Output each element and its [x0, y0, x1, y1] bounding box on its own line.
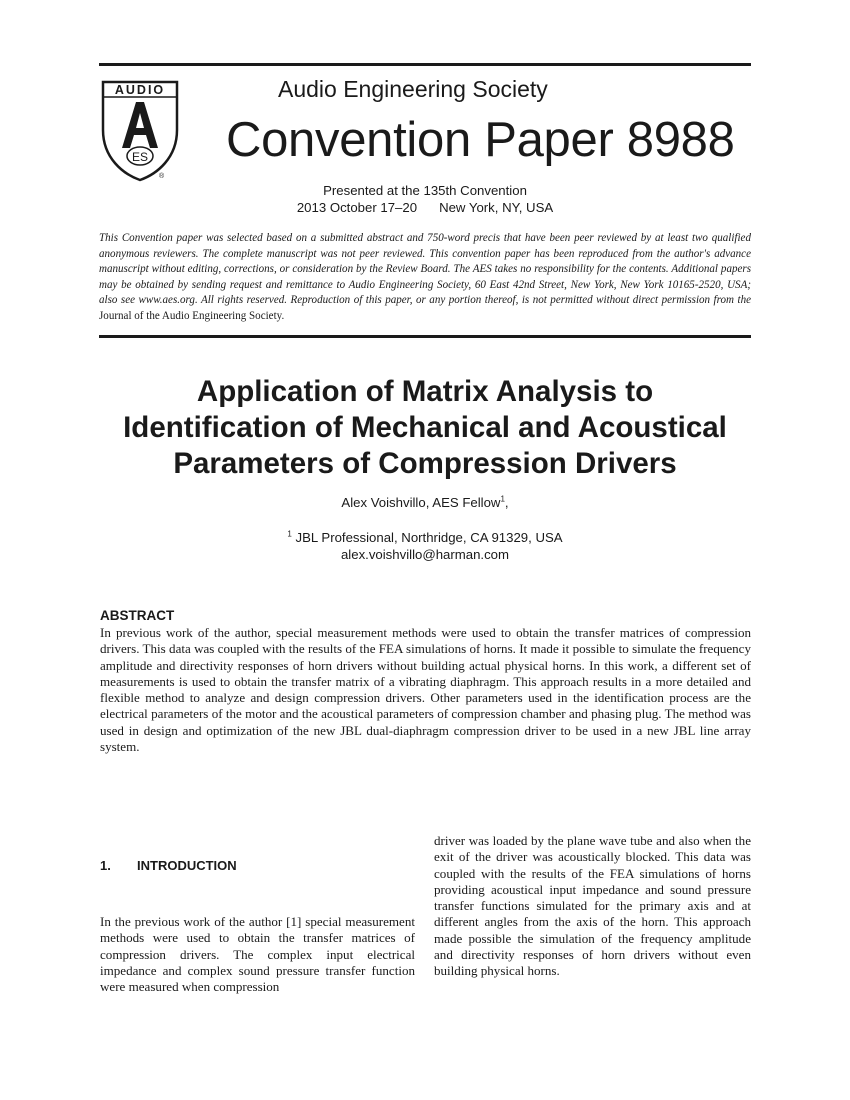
abstract-body: In previous work of the author, special measurement methods were used to obtain the transfer matrices of compression drivers. This data was coupled with the results of the FEA simulations of horns. It made it possible to simulate the frequency amplitude and directivity responses of horn drivers without building actual physical horns. In this work, a different set of measurements is used to obtain the transfer matrix of a vibrating diaphragm. This approach results in a more detailed and flexible method to analyze and design compression drivers. Other parameters used in the identification process are the electrical parameters of the motor and the acoustical parameters of compression chamber and phasing plug. The method was used in design and optimization of the new JBL dual-diaphragm compression driver to be used in a new JBL line array system. — [100, 625, 751, 755]
notice-journal-name: Journal of the Audio Engineering Society. — [99, 309, 285, 322]
section-number: 1. — [100, 858, 111, 873]
notice-text: This Convention paper was selected based on a submitted abstract and 750-word precis that have been peer reviewed by at least two qualified anonymous reviewers. The complete manuscript was not peer reviewed. This convention paper has been reproduced from the author's advance manuscript without editing, corrections, or consideration by the Review Board. The AES takes no responsibility for the contents. Additional papers may be obtained by sending request and remittance to Audio Engineering Society, 60 East 42nd Street, New York, New York 10165-2520, USA; also see www.aes.org. All rights reserved. Reproduction of this paper, or any portion thereof, is not permitted without direct permission from the — [99, 232, 751, 307]
aes-logo — [101, 80, 179, 182]
convention-date: 2013 October 17–20 — [296, 200, 418, 215]
header-bottom-rule — [99, 335, 751, 338]
logo-top-text: AUDIO — [114, 83, 166, 97]
convention-info — [0, 182, 850, 216]
paper-title-line: Parameters of Compression Drivers — [173, 447, 677, 480]
convention-location: New York, NY, USA — [439, 200, 554, 215]
convention-paper-label: Convention Paper 8988 — [226, 113, 735, 167]
logo-registered-mark: ® — [159, 173, 165, 180]
affiliation-line — [0, 529, 850, 546]
affiliation-text: JBL Professional, Northridge, CA 91329, USA — [295, 530, 563, 545]
header-top-rule — [99, 63, 751, 66]
intro-paragraph-right: driver was loaded by the plane wave tube and also when the exit of the driver was acoustically blocked. This data was coupled with the results of the FEA simulations of horns providing acoustical input impedance and sound pressure transfer functions simulated for the primary axis and at different angles from the axis of the horn. This approach made possible the simulation of the frequency amplitude and directivity responses of horn drivers without even building physical horns. — [434, 833, 751, 979]
paper-title-line: Application of Matrix Analysis to — [196, 375, 654, 408]
author-email: alex.voishvillo@harman.com — [340, 547, 510, 562]
paper-title-line: Identification of Mechanical and Acoustical — [123, 411, 727, 444]
section-title: INTRODUCTION — [137, 858, 237, 873]
author-footnote-marker: 1 — [500, 494, 505, 504]
copyright-notice — [99, 231, 751, 325]
section-heading-introduction — [100, 858, 237, 873]
affiliation — [0, 529, 850, 563]
author-line: Alex Voishvillo, AES Fellow$^1$, — [341, 494, 509, 510]
intro-paragraph-left: In the previous work of the author [1] special measurement methods were used to obtain the transfer matrices of compression drivers. The complex input electrical impedance and complex sound pressure transfer function were measured when compression — [100, 914, 415, 995]
affiliation-footnote-marker: 1 — [287, 529, 292, 539]
presented-line: Presented at the 135th Convention — [323, 183, 527, 198]
paper-title — [60, 374, 790, 482]
society-name: Audio Engineering Society — [278, 76, 548, 102]
logo-bottom-text: ES — [131, 150, 149, 164]
abstract-heading: ABSTRACT — [100, 608, 175, 623]
author-name: Alex Voishvillo, AES Fellow — [341, 495, 501, 510]
date-location-line — [0, 199, 850, 216]
